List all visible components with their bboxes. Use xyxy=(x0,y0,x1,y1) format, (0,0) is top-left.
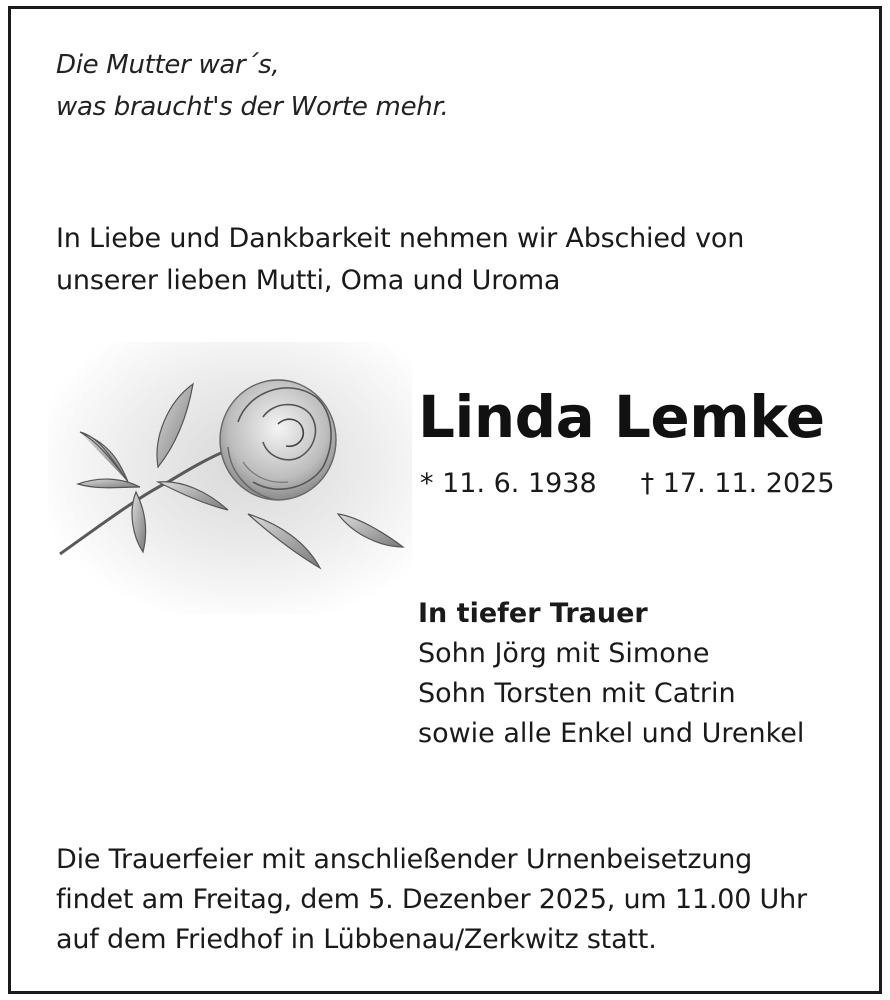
intro-text xyxy=(56,218,744,302)
rose-background xyxy=(48,342,412,614)
deceased-name: Linda Lemke xyxy=(418,383,825,451)
mourner-line: Sohn Jörg mit Simone xyxy=(418,638,710,669)
birth-date: * 11. 6. 1938 xyxy=(420,468,597,499)
service-info xyxy=(56,840,807,960)
service-line-1: Die Trauerfeier mit anschließender Urnenbeisetzung xyxy=(56,844,753,875)
mourners-heading: In tiefer Trauer xyxy=(418,598,648,629)
mourners-block xyxy=(418,594,804,754)
motto-quote xyxy=(56,44,448,128)
mourner-line: sowie alle Enkel und Urenkel xyxy=(418,718,805,749)
life-dates xyxy=(420,466,835,502)
death-date: † 17. 11. 2025 xyxy=(640,468,835,499)
service-line-2: findet am Freitag, dem 5. Dezenber 2025, um 11.00 Uhr xyxy=(56,884,807,915)
mourner-line: Sohn Torsten mit Catrin xyxy=(418,678,736,709)
rose-image xyxy=(48,342,412,614)
intro-line-2: unserer lieben Mutti, Oma und Uroma xyxy=(56,265,561,296)
motto-line-2: was braucht's der Worte mehr. xyxy=(56,92,449,122)
service-line-3: auf dem Friedhof in Lübbenau/Zerkwitz statt. xyxy=(56,924,657,955)
rose-bloom xyxy=(220,380,336,500)
motto-line-1: Die Mutter war´s, xyxy=(56,50,280,80)
intro-line-1: In Liebe und Dankbarkeit nehmen wir Abschied von xyxy=(56,223,745,254)
